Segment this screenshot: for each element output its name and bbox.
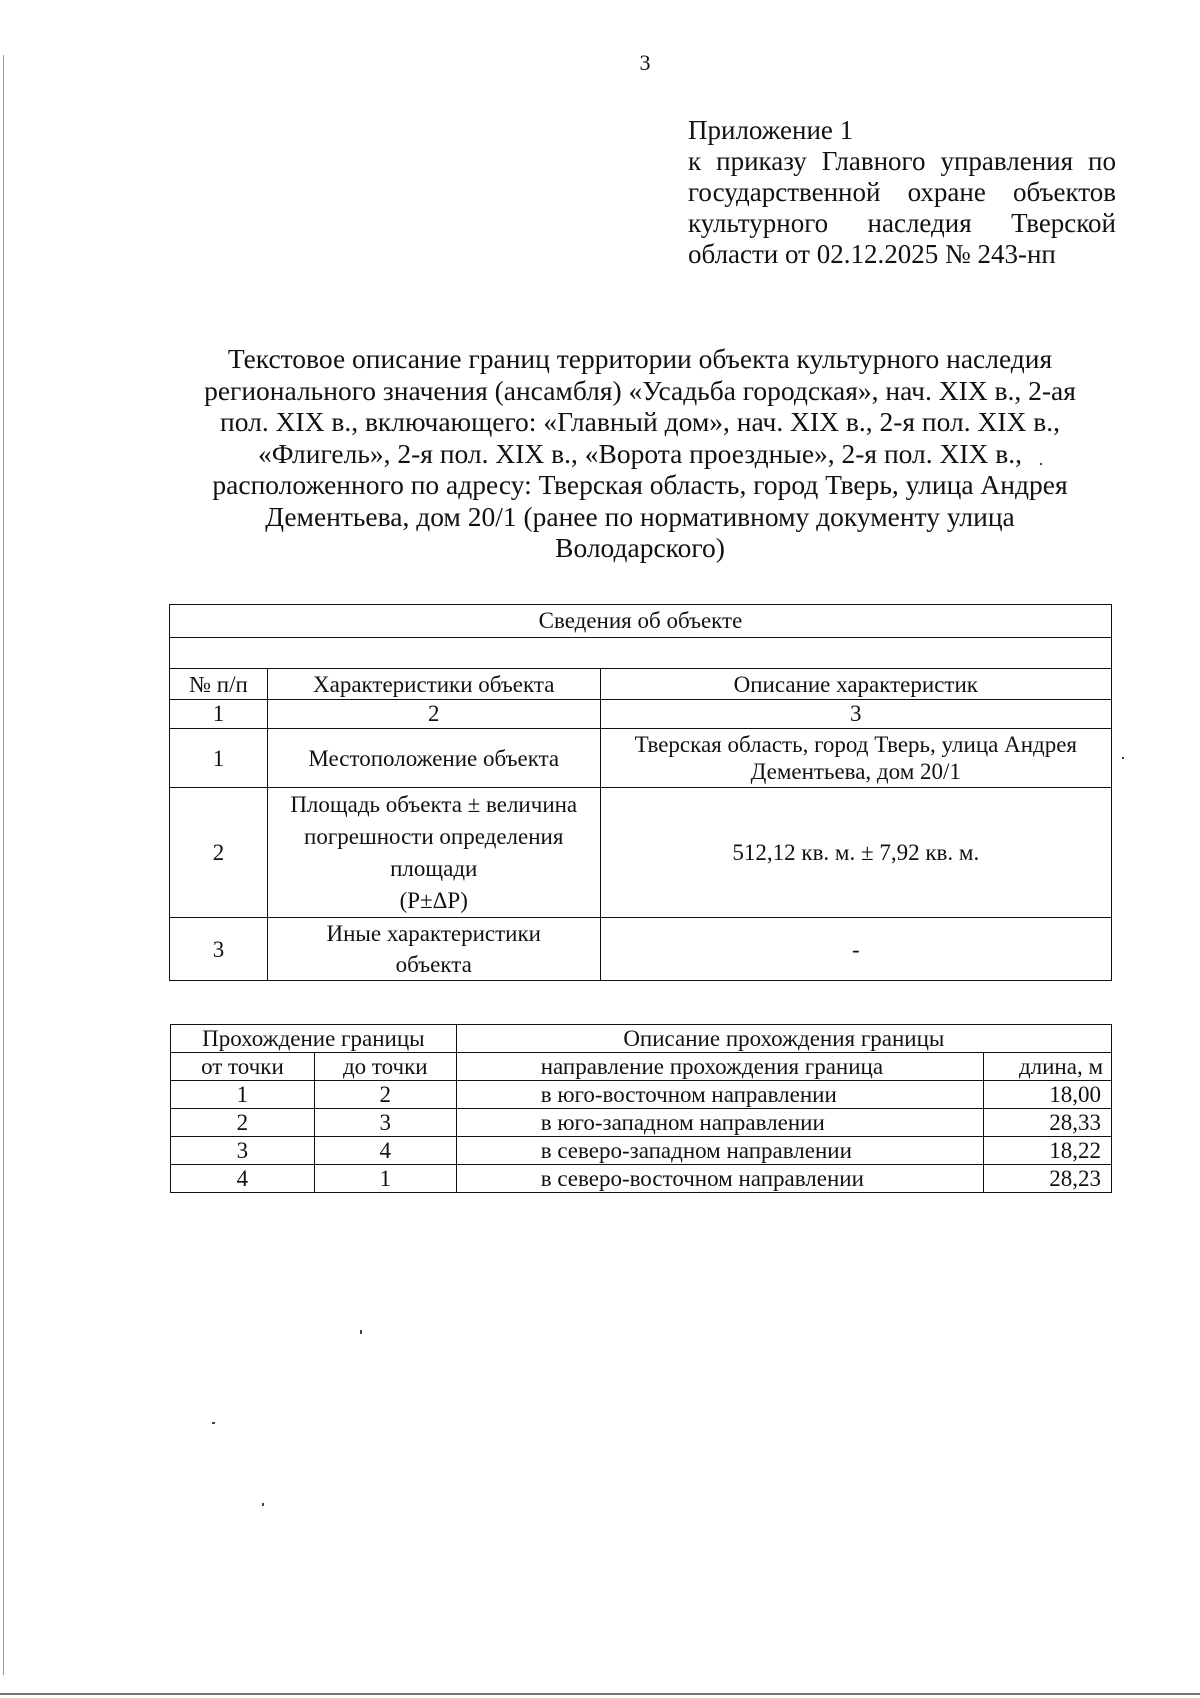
boundary-header-description: Описание прохождения границы (456, 1025, 1111, 1053)
page-number: 3 (639, 50, 651, 75)
cell-line: погрешности определения (304, 823, 564, 849)
table-row (170, 788, 1112, 918)
scan-edge-line (3, 55, 4, 1675)
table-row (170, 729, 1112, 788)
title-line: Володарского) (555, 532, 725, 563)
from-point: 4 (171, 1165, 315, 1193)
column-header-length: длина, м (984, 1053, 1112, 1081)
cell-line: - (851, 936, 860, 962)
cell-line: Местоположение объекта (308, 745, 560, 771)
length: 18,22 (984, 1137, 1112, 1165)
column-header-direction: направление прохождения граница (456, 1053, 983, 1081)
scan-speck (360, 1330, 362, 1334)
row-description (600, 729, 1111, 788)
direction: в юго-западном направлении (456, 1109, 983, 1137)
cell-line: площади (390, 855, 478, 881)
table-row (171, 1081, 1112, 1109)
appendix-line: области от 02.12.2025 № 243-нп (688, 239, 1056, 269)
row-number: 3 (170, 918, 268, 981)
appendix-line: культурного наследия Тверской (688, 208, 1116, 238)
appendix-line: к приказу Главного управления по (688, 146, 1116, 176)
document-title (160, 343, 1120, 564)
scan-bottom-edge (0, 1693, 1200, 1695)
cell-line: 512,12 кв. м. ± 7,92 кв. м. (732, 839, 980, 865)
row-description (600, 788, 1111, 918)
column-number: 3 (600, 700, 1111, 729)
scan-speck (1122, 757, 1124, 759)
cell-line: Площадь объекта ± величина (290, 791, 578, 817)
cell-line: Тверская область, город Тверь, улица Андрея (634, 732, 1077, 757)
from-point: 3 (171, 1137, 315, 1165)
row-number: 2 (170, 788, 268, 918)
cell-line: Дементьева, дом 20/1 (750, 759, 961, 784)
direction: в северо-западном направлении (456, 1137, 983, 1165)
appendix-line: государственной охране объектов (688, 177, 1116, 207)
scan-speck (262, 1503, 264, 1506)
title-line: регионального значения (ансамбля) «Усадьба городская», нач. XIX в., 2-ая (204, 374, 1076, 406)
length: 28,23 (984, 1165, 1112, 1193)
to-point: 3 (314, 1109, 456, 1137)
title-line: «Флигель», 2-я пол. XIX в., «Ворота проездные», 2-я пол. XIX в., (257, 437, 1023, 469)
boundary-table (170, 1024, 1112, 1193)
table-row (170, 918, 1112, 981)
from-point: 2 (171, 1109, 315, 1137)
direction: в северо-восточном направлении (456, 1165, 983, 1193)
title-line: расположенного по адресу: Тверская область, город Тверь, улица Андрея (212, 469, 1068, 500)
title-line: Дементьева, дом 20/1 (ранее по нормативному документу улица (265, 500, 1015, 532)
object-table-header: Сведения об объекте (170, 605, 1112, 638)
cell-line: Иные характеристики (326, 921, 541, 946)
boundary-header-passage: Прохождение границы (171, 1025, 457, 1053)
length: 18,00 (984, 1081, 1112, 1109)
title-line: Текстовое описание границ территории объекта культурного наследия (227, 343, 1053, 374)
column-number: 1 (170, 700, 268, 729)
from-point: 1 (171, 1081, 315, 1109)
length: 28,33 (984, 1109, 1112, 1137)
row-description (600, 918, 1111, 981)
scan-speck (212, 1422, 215, 1424)
row-number: 1 (170, 729, 268, 788)
column-header-description: Описание характеристик (600, 669, 1111, 700)
table-row (171, 1165, 1112, 1193)
to-point: 4 (314, 1137, 456, 1165)
title-line: пол. XIX в., включающего: «Главный дом», нач. XIX в., 2-я пол. XIX в., (220, 406, 1060, 437)
to-point: 2 (314, 1081, 456, 1109)
row-characteristic (267, 788, 600, 918)
column-number: 2 (267, 700, 600, 729)
cell-line: объекта (395, 952, 472, 977)
table-row (171, 1109, 1112, 1137)
column-header-characteristics: Характеристики объекта (267, 669, 600, 700)
column-header-number: № п/п (170, 669, 268, 700)
empty-row (170, 638, 1112, 669)
scan-speck (1040, 463, 1042, 465)
column-header-to: до точки (314, 1053, 456, 1081)
row-characteristic (267, 918, 600, 981)
row-characteristic (267, 729, 600, 788)
table-row (171, 1137, 1112, 1165)
direction: в юго-восточном направлении (456, 1081, 983, 1109)
object-info-table (169, 604, 1112, 981)
cell-line: (Р±ΔР) (399, 887, 468, 913)
to-point: 1 (314, 1165, 456, 1193)
appendix-line: Приложение 1 (688, 115, 854, 145)
column-header-from: от точки (171, 1053, 315, 1081)
appendix-reference (688, 115, 1116, 270)
